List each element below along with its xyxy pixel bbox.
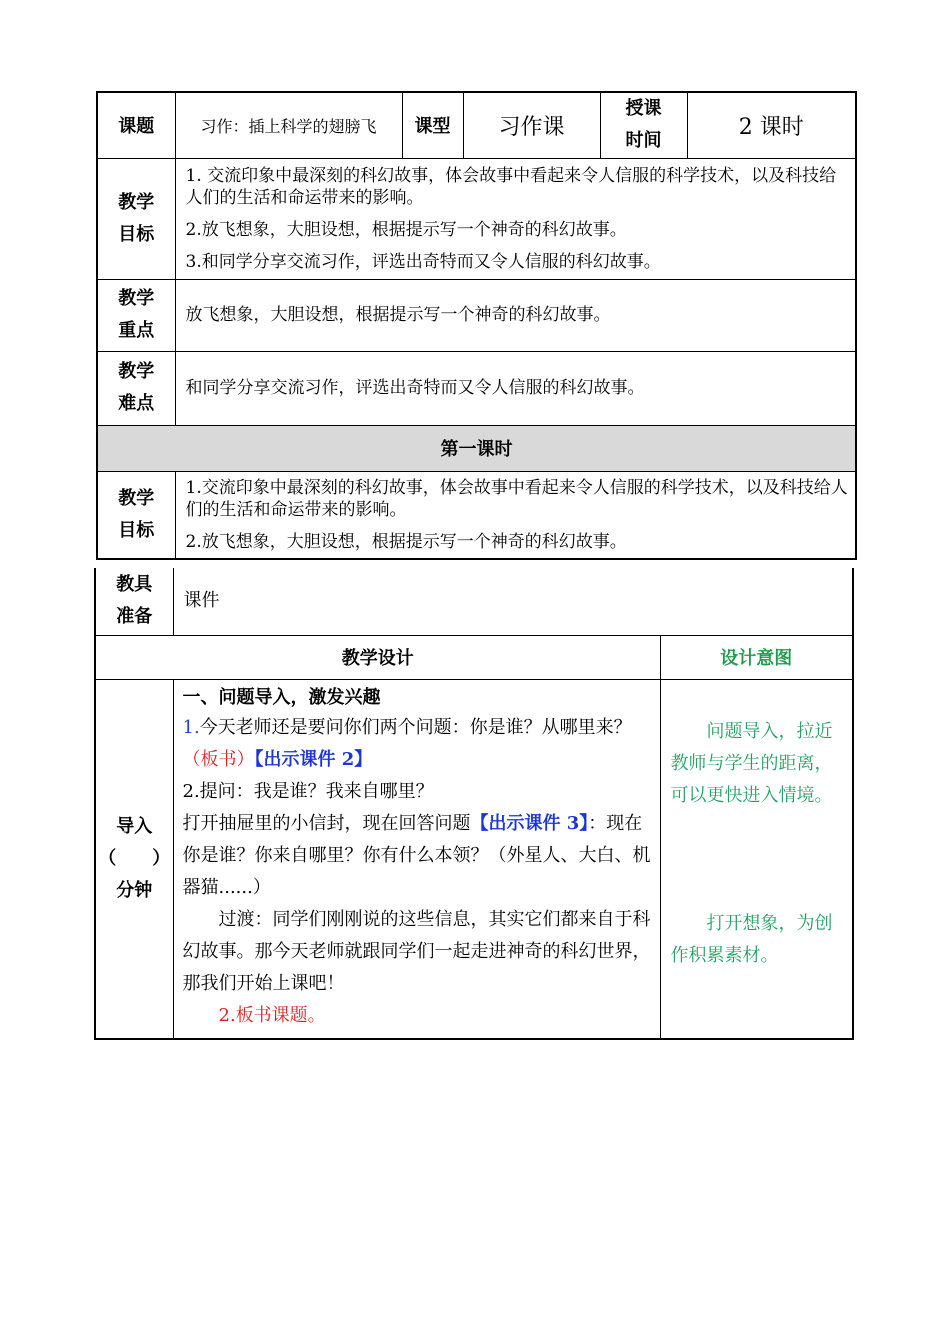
lesson-goal-item-1: 1.交流印象中最深刻的科幻故事，体会故事中看起来令人信服的科学技术，以及科技给人们的生活和命运带来的影响。 [185, 477, 848, 520]
item-3 [183, 808, 656, 904]
time-label-line-1: 授课 [625, 98, 662, 120]
lesson-goals-label-line-2: 目标 [118, 519, 155, 541]
lesson-goal-item-2: 2.放飞想象，大胆设想，根据提示写一个神奇的科幻故事。 [185, 531, 627, 552]
item-3-text-a: 打开抽屉里的小信封，现在回答问题 [182, 812, 471, 834]
time-value: 2 课时 [687, 92, 856, 158]
item-4-text: 板书课题。 [235, 1004, 326, 1026]
intent-content [660, 679, 853, 1039]
tools-value: 课件 [173, 568, 853, 635]
item-1 [183, 712, 656, 776]
lesson-design-table [94, 568, 854, 1040]
tools-label-line-1: 教具 [116, 574, 153, 596]
item-1-text: 今天老师还是要问你们两个问题：你是谁？从哪里来？ [199, 716, 632, 738]
lesson-overview-table [96, 91, 857, 560]
item-1-slide-note: 【出示课件 2】 [254, 748, 373, 770]
tools-label-line-2: 准备 [116, 606, 153, 628]
goals-cell [175, 158, 856, 279]
key-value: 放飞想象，大胆设想，根据提示写一个神奇的科幻故事。 [175, 279, 856, 351]
goals-label-line-1: 教学 [118, 191, 155, 213]
goal-item-3: 3.和同学分享交流习作，评选出奇特而又令人信服的科幻故事。 [185, 251, 661, 272]
time-label [600, 92, 687, 158]
key-label-line-2: 重点 [118, 320, 155, 341]
time-label-line-2: 时间 [625, 130, 662, 152]
intent-text-1: 问题导入，拉近教师与学生的距离，可以更快进入情境。 [670, 720, 833, 806]
key-label [97, 279, 175, 351]
lesson-content [173, 679, 660, 1039]
type-label: 课型 [402, 92, 463, 158]
intent-text-2: 打开想象，为创作积累素材。 [670, 912, 833, 966]
item-1-board-note: （板书） [182, 748, 255, 770]
first-lesson-heading: 第一课时 [97, 425, 856, 471]
item-2: 2.提问：我是谁？我来自哪里？ [182, 780, 434, 802]
transition-text: 过渡：同学们刚刚说的这些信息，其实它们都来自于科幻故事。那今天老师就跟同学们一起走进神奇的科幻世界，那我们开始上课吧！ [182, 908, 651, 994]
type-value: 习作课 [463, 92, 600, 158]
design-header: 教学设计 [95, 635, 660, 679]
item-3-text-b: ：现在你是谁？你来自哪里？你有什么本领？（外星人、大白、机器猫......） [182, 812, 651, 898]
goal-item-2: 2.放飞想象，大胆设想，根据提示写一个神奇的科幻故事。 [185, 219, 627, 240]
stage-label-line-1: 导入 [116, 815, 153, 837]
difficulty-label [97, 351, 175, 425]
intent-header: 设计意图 [660, 635, 853, 679]
item-4-number: 2. [218, 1004, 236, 1026]
stage-label [95, 679, 173, 1039]
lesson-goals-label-line-1: 教学 [118, 487, 155, 509]
stage-label-line-2: （ ） [98, 847, 171, 869]
goal-item-1: 1. 交流印象中最深刻的科幻故事，体会故事中看起来令人信服的科学技术，以及科技给人们的生活和命运带来的影响。 [185, 165, 837, 208]
topic-label: 课题 [97, 92, 175, 158]
lesson-goals-cell [175, 471, 856, 559]
key-label-line-1: 教学 [118, 288, 155, 309]
item-3-slide-note: 【出示课件 3】 [470, 812, 589, 834]
goals-label-line-2: 目标 [118, 223, 155, 245]
tools-label [95, 568, 173, 635]
lesson-goals-label [97, 471, 175, 559]
section-title: 一、问题导入，激发兴趣 [182, 686, 381, 708]
difficulty-label-line-2: 难点 [118, 393, 155, 414]
item-4 [183, 1000, 656, 1032]
item-1-number: 1. [182, 716, 200, 738]
goals-label [97, 158, 175, 279]
stage-label-line-3: 分钟 [116, 879, 153, 901]
difficulty-value: 和同学分享交流习作，评选出奇特而又令人信服的科幻故事。 [175, 351, 856, 425]
difficulty-label-line-1: 教学 [118, 361, 155, 382]
topic-value: 习作：插上科学的翅膀飞 [175, 92, 402, 158]
